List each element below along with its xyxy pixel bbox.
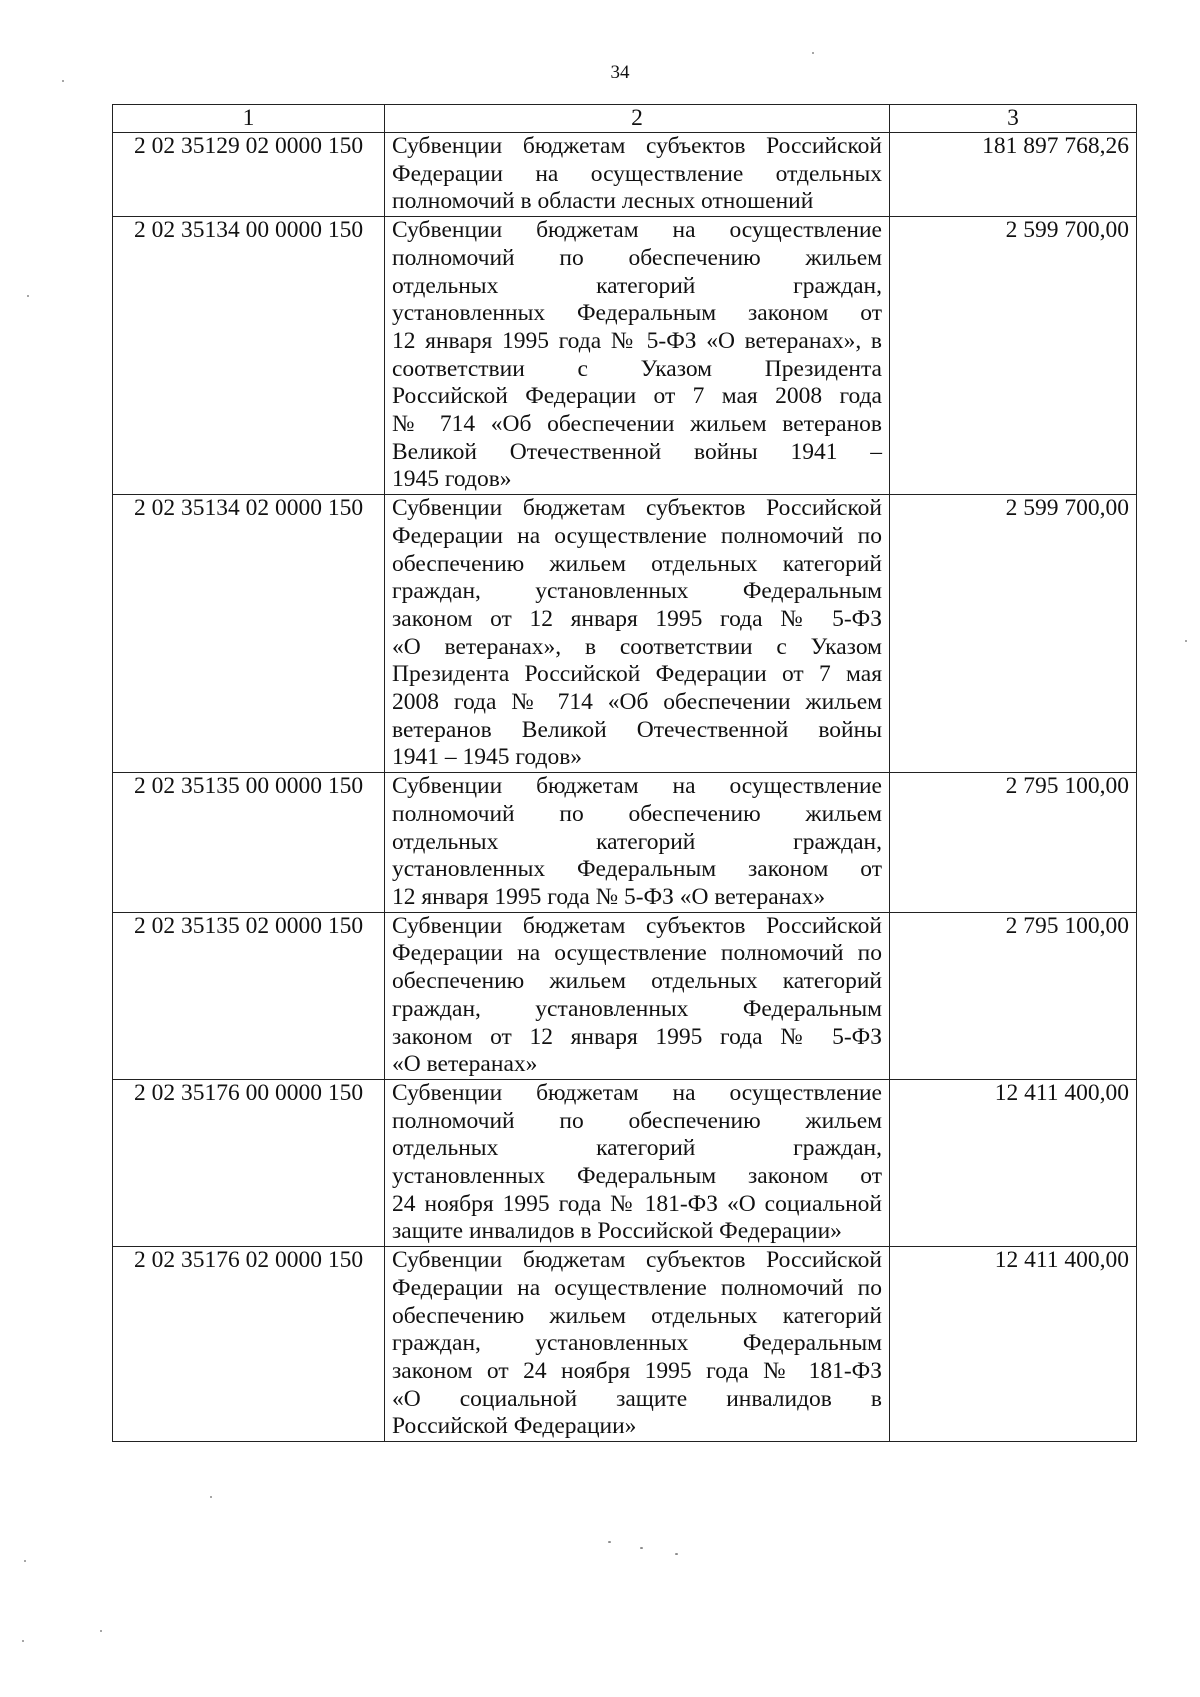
- scan-speck: [210, 1496, 212, 1498]
- description-line: Великой Отечественной войны 1941 –: [392, 438, 882, 465]
- description-line: законом от 12 января 1995 года № 5-ФЗ: [392, 1023, 882, 1050]
- description-line: Российской Федерации»: [392, 1413, 637, 1440]
- header-cell-amount: 3: [890, 105, 1137, 133]
- description-line: «О социальной защите инвалидов в: [392, 1385, 882, 1412]
- table-row: [113, 1079, 1137, 1246]
- amount-cell: 2 599 700,00: [890, 217, 1137, 495]
- description-line: установленных Федеральным законом от: [392, 300, 882, 327]
- description-line: «О ветеранах», в соответствии с Указом: [392, 633, 882, 660]
- description-line: защите инвалидов в Российской Федерации»: [392, 1218, 842, 1245]
- budget-table: [112, 104, 1137, 1442]
- table-header: [113, 105, 1137, 133]
- description-line: обеспечению жильем отдельных категорий: [392, 968, 882, 995]
- description-line: отдельных категорий граждан,: [392, 272, 882, 299]
- code-cell: 2 02 35176 02 0000 150: [113, 1247, 385, 1442]
- description-line: полномочий по обеспечению жильем: [392, 800, 882, 827]
- description-cell: [385, 495, 890, 773]
- description-line: Субвенции бюджетам на осуществление: [392, 773, 882, 800]
- amount-cell: 181 897 768,26: [890, 133, 1137, 217]
- description-line: Президента Российской Федерации от 7 мая: [392, 661, 882, 688]
- scan-speck: [1185, 640, 1187, 642]
- scan-speck: [675, 1553, 678, 1555]
- description-line: Субвенции бюджетам на осуществление: [392, 1079, 882, 1106]
- description-cell: [385, 217, 890, 495]
- description-line: 2008 года № 714 «Об обеспечении жильем: [392, 689, 882, 716]
- description-line: Субвенции бюджетам субъектов Российской: [392, 133, 882, 159]
- scan-speck: [100, 1630, 102, 1632]
- table-row: [113, 1247, 1137, 1442]
- description-cell: [385, 133, 890, 217]
- header-row: [113, 105, 1137, 133]
- code-cell: 2 02 35134 00 0000 150: [113, 217, 385, 495]
- description-line: соответствии с Указом Президента: [392, 355, 882, 382]
- code-cell: 2 02 35129 02 0000 150: [113, 133, 385, 217]
- description-line: Субвенции бюджетам субъектов Российской: [392, 912, 882, 939]
- table-body: [113, 133, 1137, 1442]
- amount-cell: 12 411 400,00: [890, 1247, 1137, 1442]
- description-line: 1945 годов»: [392, 466, 512, 493]
- description-line: установленных Федеральным законом от: [392, 856, 882, 883]
- description-line: отдельных категорий граждан,: [392, 1135, 882, 1162]
- description-line: Федерации на осуществление полномочий по: [392, 940, 882, 967]
- description-line: обеспечению жильем отдельных категорий: [392, 550, 882, 577]
- description-line: Субвенции бюджетам субъектов Российской: [392, 495, 882, 522]
- description-line: «О ветеранах»: [392, 1051, 538, 1078]
- description-line: граждан, установленных Федеральным: [392, 995, 882, 1022]
- description-line: законом от 12 января 1995 года № 5-ФЗ: [392, 605, 882, 632]
- description-line: граждан, установленных Федеральным: [392, 1330, 882, 1357]
- scan-speck: [24, 1560, 26, 1562]
- description-line: отдельных категорий граждан,: [392, 828, 882, 855]
- amount-cell: 2 599 700,00: [890, 495, 1137, 773]
- description-line: Российской Федерации от 7 мая 2008 года: [392, 383, 882, 410]
- description-line: 1941 – 1945 годов»: [392, 744, 583, 771]
- code-cell: 2 02 35135 02 0000 150: [113, 912, 385, 1079]
- description-line: ветеранов Великой Отечественной войны: [392, 716, 882, 743]
- table-row: [113, 773, 1137, 913]
- description-line: полномочий по обеспечению жильем: [392, 1107, 882, 1134]
- scan-speck: [812, 52, 814, 54]
- scan-speck: [22, 1640, 24, 1642]
- description-line: Субвенции бюджетам на осуществление: [392, 217, 882, 244]
- header-cell-code: 1: [113, 105, 385, 133]
- description-line: граждан, установленных Федеральным: [392, 578, 882, 605]
- scan-speck: [27, 295, 29, 297]
- description-line: обеспечению жильем отдельных категорий: [392, 1302, 882, 1329]
- scan-speck: [640, 1547, 643, 1549]
- description-line: 12 января 1995 года № 5-ФЗ «О ветеранах»: [392, 883, 826, 910]
- description-line: Субвенции бюджетам субъектов Российской: [392, 1247, 882, 1274]
- description-cell: [385, 912, 890, 1079]
- table-row: [113, 217, 1137, 495]
- scan-speck: [608, 1541, 611, 1543]
- table-row: [113, 912, 1137, 1079]
- table-row: [113, 495, 1137, 773]
- description-line: 12 января 1995 года № 5-ФЗ «О ветеранах», в: [392, 327, 882, 354]
- code-cell: 2 02 35134 02 0000 150: [113, 495, 385, 773]
- header-cell-description: 2: [385, 105, 890, 133]
- scan-speck: [62, 80, 64, 82]
- amount-cell: 2 795 100,00: [890, 912, 1137, 1079]
- description-cell: [385, 773, 890, 913]
- description-line: установленных Федеральным законом от: [392, 1163, 882, 1190]
- description-line: полномочий в области лесных отношений: [392, 188, 814, 215]
- description-line: законом от 24 ноября 1995 года № 181-ФЗ: [392, 1357, 882, 1384]
- description-cell: [385, 1079, 890, 1246]
- amount-cell: 12 411 400,00: [890, 1079, 1137, 1246]
- description-line: Федерации на осуществление отдельных: [392, 160, 882, 187]
- description-line: № 714 «Об обеспечении жильем ветеранов: [392, 411, 882, 438]
- description-line: полномочий по обеспечению жильем: [392, 244, 882, 271]
- description-line: 24 ноября 1995 года № 181-ФЗ «О социальной: [392, 1190, 882, 1217]
- table-row: [113, 133, 1137, 217]
- code-cell: 2 02 35135 00 0000 150: [113, 773, 385, 913]
- description-line: Федерации на осуществление полномочий по: [392, 1274, 882, 1301]
- code-cell: 2 02 35176 00 0000 150: [113, 1079, 385, 1246]
- amount-cell: 2 795 100,00: [890, 773, 1137, 913]
- description-line: Федерации на осуществление полномочий по: [392, 522, 882, 549]
- description-cell: [385, 1247, 890, 1442]
- page-number: 34: [610, 62, 630, 83]
